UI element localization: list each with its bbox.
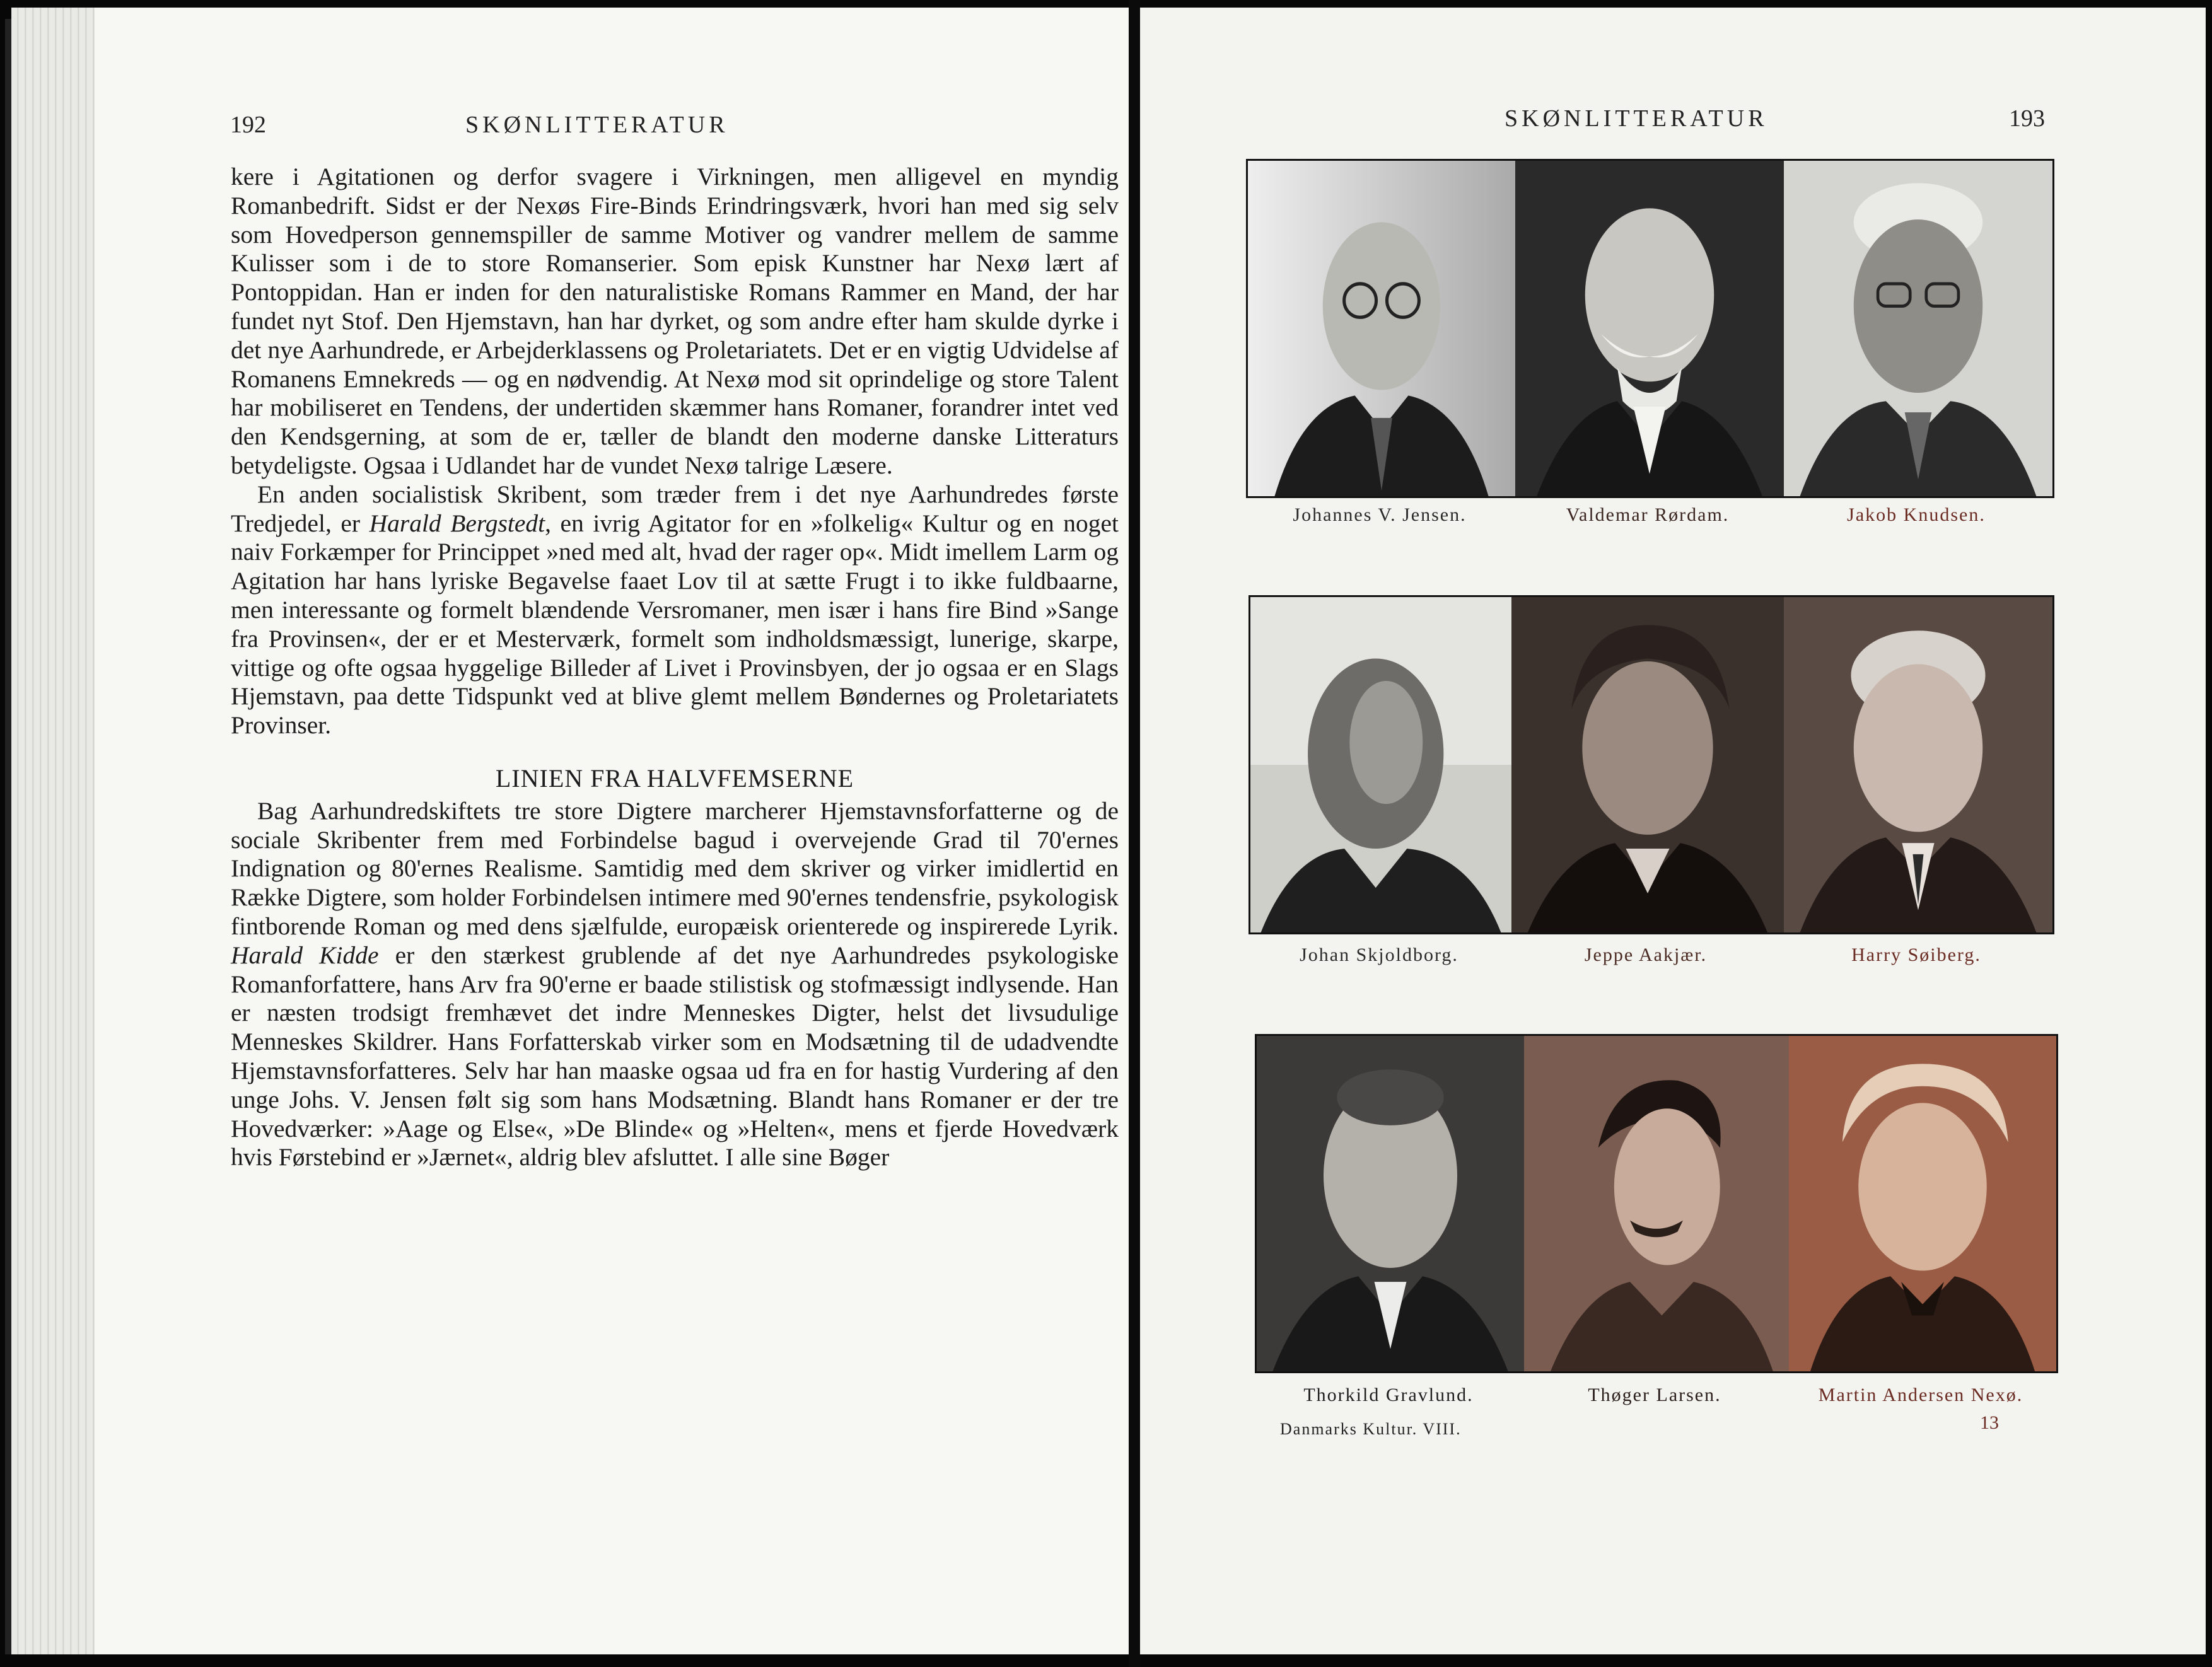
caption-thoger-larsen: Thøger Larsen. [1588,1385,1721,1405]
portrait-jeppe-aakjaer [1511,597,1784,932]
portrait-martin-andersen-nexo [1789,1036,2056,1371]
caption-row-1 [1246,504,2051,526]
right-running-head: SKØNLITTERATUR [1505,105,1768,132]
author-name-bergstedt: Harald Bergstedt [369,509,545,537]
section-heading: LINIEN FRA HALVFEMSERNE [495,764,854,793]
stacked-page-edges [11,8,95,1654]
author-name-kidde: Harald Kidde [231,941,379,969]
portrait-valdemar-rordam [1515,161,1784,496]
right-page-number: 193 [2009,105,2045,132]
paragraph-2 [231,480,1119,740]
portrait-jakob-knudsen [1784,161,2052,496]
portrait-johan-skjoldborg [1250,597,1511,932]
body-text [231,163,1119,1172]
caption-row-2 [1249,944,2051,966]
paragraph-3-text-b: er den stærkest grublende af det nye Aarhundredes psykologiske Romanforfattere, hans Arv fra 90'erne er baade stilistisk og stofmæssigt indlysende. Han er næsten trodsigt fremhævet det indre Menneskes Digter, helst det livsudulige Menneskes Skildrer. Hans Forfatterskab virker som en Modsætning til de udadvendte Hjemstavnsforfatteres. Selv har han maaske ogsaa ud fra en for hastig Vurdering af den unge Johs. V. Jensen følt sig som hans Modsætning. Blandt hans Romaner er der tre Hovedværker: »Aage og Else«, »De Blinde« og »Helten«, mens et fjerde Hovedværk hvis Førstebind er »Jærnet«, aldrig blev afsluttet. I alle sine Bøger [231,941,1119,1171]
paragraph-2-text-b: , en ivrig Agitator for en »folkelig« Kultur og en noget naiv Forkæmper for Princippet »ned med alt, hvad der rager op«. Midt imellem Larm og Agitation har hans lyriske Begavelse faaet Lov til at sætte Frugt i to ikke fuldbaarne, men interessante og formelt blændende Versromaner, men især i hans fire Bind »Sange fra Provinsen«, der er et Mesterværk, formelt som indholdsmæssigt, lunerige, skarpe, vittige og ofte ogsaa hyggelige Billeder af Livet i Provinsbyen, der jo ogsaa er en Slags Hjemstavn, paa dette Tidspunkt ved at blive glemt mellem Bøndernes og Proletariatets Provinser. [231,509,1119,740]
paragraph-3-text-a: Bag Aarhundredskiftets tre store Digtere marcherer Hjemstavnsforfatterne og de sociale Skribenter frem med Forbindelse bagud i overvejende Grad til 70'ernes Indignation og 80'ernes Realisme. Samtidig med dem skriver og virker imidlertid en Række Digtere, som holder Forbindelsen intimere med 90'ernes tendensfrie, psykologisk fintborende Roman og med dens sjælfulde, europæisk orienterede og inspirerede Lyrik. [231,796,1119,940]
caption-jeppe-aakjaer: Jeppe Aakjær. [1584,944,1708,965]
caption-johan-skjoldborg: Johan Skjoldborg. [1300,944,1458,965]
caption-row-3 [1255,1385,2054,1406]
paragraph-2-text-a: En anden socialistisk Skribent, som træder frem i det nye Aarhundredes første Tredjedel, er [231,480,1119,537]
caption-martin-andersen-nexo: Martin Andersen Nexø. [1818,1385,2023,1405]
caption-jakob-knudsen: Jakob Knudsen. [1847,504,1986,525]
book-gutter [1129,0,1140,1667]
photo-row-1 [1246,159,2054,498]
photo-row-2 [1249,595,2054,934]
caption-valdemar-rordam: Valdemar Rørdam. [1566,504,1730,525]
left-page-number: 192 [230,112,266,138]
caption-thorkild-gravlund: Thorkild Gravlund. [1303,1385,1474,1405]
portrait-thoger-larsen [1524,1036,1789,1371]
caption-johannes-v-jensen: Johannes V. Jensen. [1293,504,1467,525]
caption-harry-soiberg: Harry Søiberg. [1851,944,1981,965]
paragraph-1: kere i Agitationen og derfor svagere i Virkningen, men alligevel en myndig Romanbedrift. Sidst er der Nexøs Fire-Binds Erindringsværk, hvori han med sig selv som Hovedperson gennemspiller de samme Motiver og vandrer mellem de samme Kulisser som i de to store Romanserier. Som episk Kunstner har Nexø lært af Pontoppidan. Han er inden for den naturalistiske Romans Rammer en Mand, der har fundet nyt Stof. Den Hjemstavn, han har dyrket, og som andre efter ham skulde dyrke i det nye Aarhundrede, er Arbejderklassens og Proletariatets. Det er en vigtig Udvidelse af Romanens Emnekreds — og en nødvendig. At Nexø mod sit oprindelige og store Talent har mobiliseret en Tendens, der undertiden skæmmer hans Romaner, forandrer intet ved den Kendsgerning, at som de er, tæller de blandt den moderne danske Litteraturs betydeligste. Ogsaa i Udlandet har de vundet Nexø talrige Læsere. [231,163,1119,479]
portrait-thorkild-gravlund [1257,1036,1524,1371]
footer-series-title: Danmarks Kultur. VIII. [1280,1420,1462,1438]
left-running-head: SKØNLITTERATUR [465,112,729,138]
portrait-harry-soiberg [1784,597,2052,932]
portrait-johannes-v-jensen [1248,161,1515,496]
photo-row-3 [1255,1034,2058,1373]
footer-signature-number: 13 [1980,1412,1999,1433]
paragraph-3 [231,797,1119,1172]
